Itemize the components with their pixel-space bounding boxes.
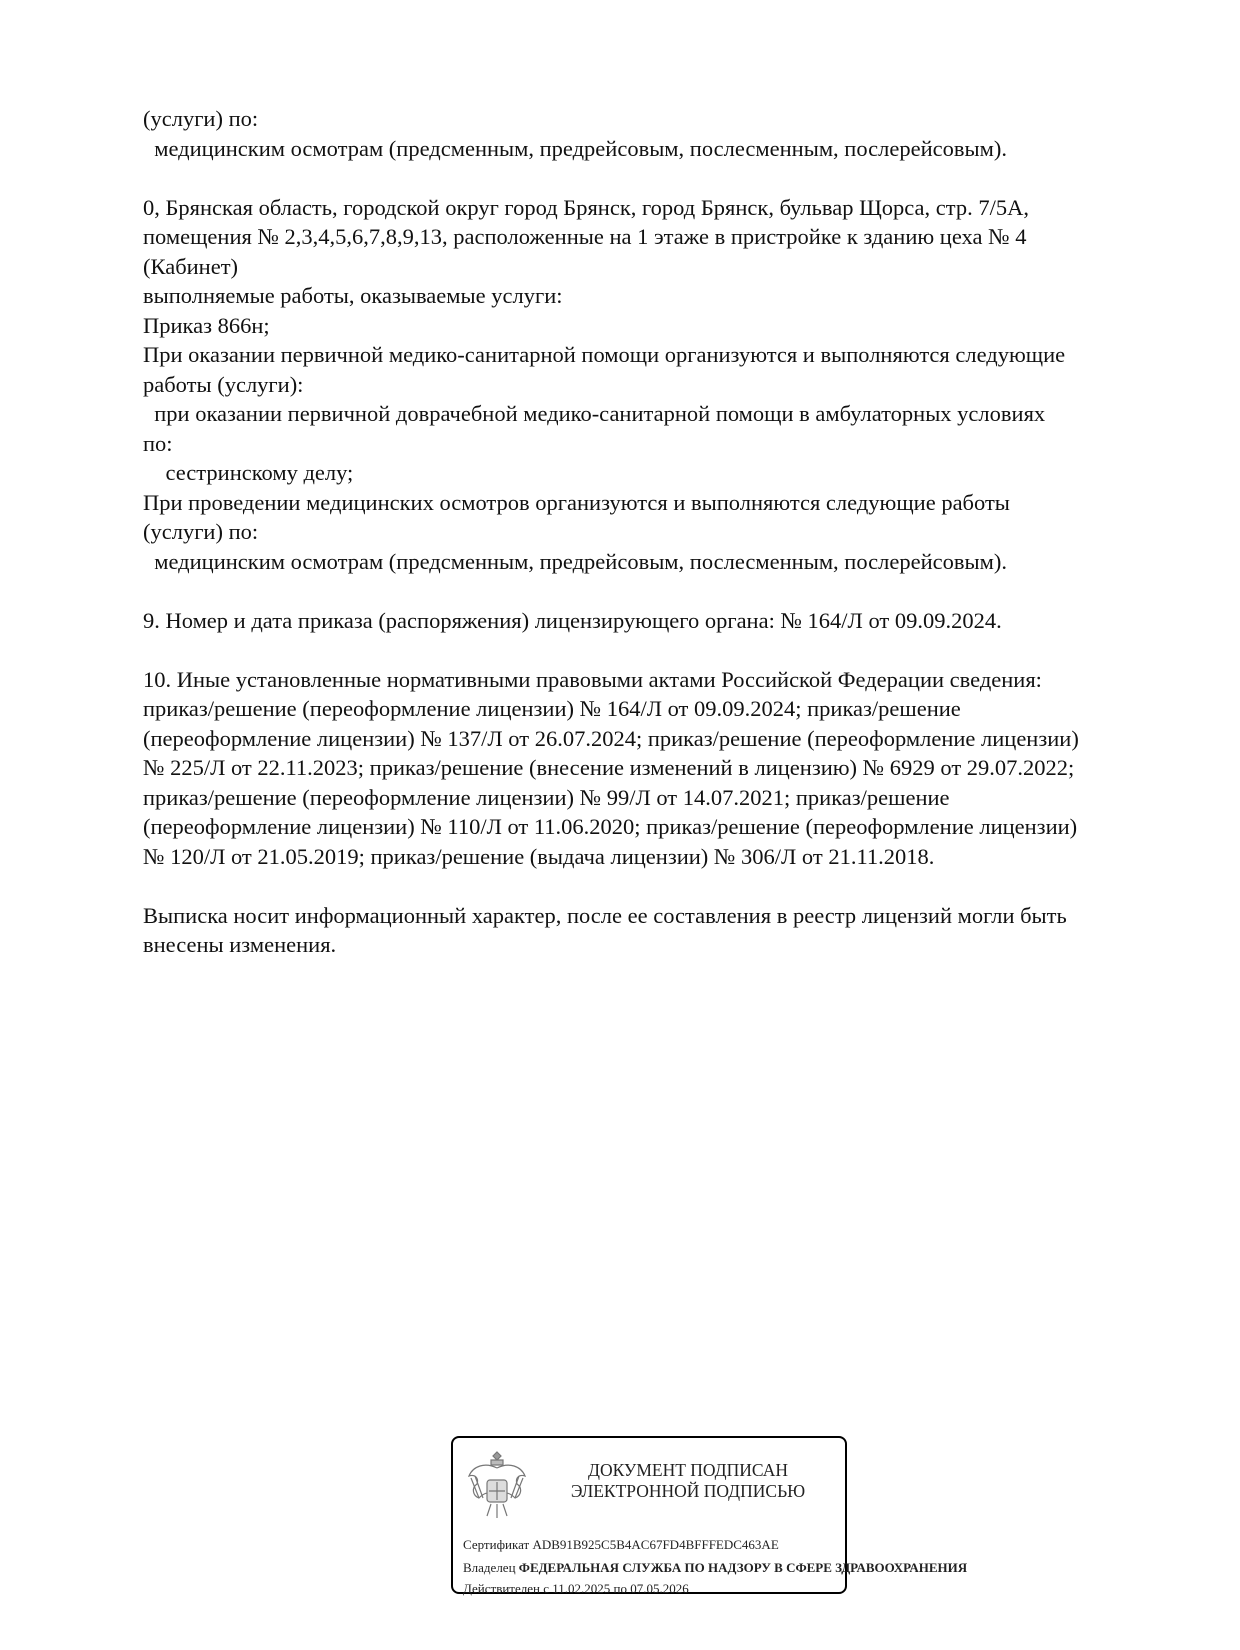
owner-value: ФЕДЕРАЛЬНАЯ СЛУЖБА ПО НАДЗОРУ В СФЕРЕ ЗДРАВООХРАНЕНИЯ (518, 1560, 968, 1575)
certificate-row (463, 1537, 779, 1553)
blank-line (143, 576, 1163, 606)
text-line: медицинским осмотрам (предсменным, предрейсовым, послесменным, послерейсовым). (143, 135, 1007, 161)
blank-line (143, 871, 1163, 901)
text-line: 9. Номер и дата приказа (распоряжения) лицензирующего органа: № 164/Л от 09.09.2024. (143, 607, 1002, 633)
blank-line (143, 163, 1163, 193)
text-line: (услуги) по: (143, 106, 259, 131)
validity-value: с 11.02.2025 по 07.05.2026 (543, 1581, 689, 1596)
electronic-signature-stamp (451, 1436, 968, 1596)
text-line: по: (143, 430, 173, 456)
text-line: приказ/решение (переоформление лицензии) № 164/Л от 09.09.2024; приказ/решение (143, 696, 961, 721)
text-line: (услуги) по: (143, 519, 259, 544)
document-body (143, 104, 1163, 960)
text-line: приказ/решение (переоформление лицензии) № 99/Л от 14.07.2021; приказ/решение (143, 784, 950, 810)
text-line: выполняемые работы, оказываемые услуги: (143, 283, 563, 308)
text-line: 0, Брянская область, городской округ город Брянск, город Брянск, бульвар Щорса, стр. 7/5А, (143, 194, 1030, 220)
text-line: (Кабинет) (143, 253, 239, 279)
signature-title-line: ЭЛЕКТРОННОЙ ПОДПИСЬЮ (570, 1481, 806, 1501)
text-line: Выписка носит информационный характер, после ее составления в реестр лицензий могли быть (143, 902, 1067, 928)
text-line: (переоформление лицензии) № 110/Л от 11.06.2020; приказ/решение (переоформление лицензии) (143, 814, 1078, 839)
text-line: № 120/Л от 21.05.2019; приказ/решение (выдача лицензии) № 306/Л от 21.11.2018. (143, 843, 935, 869)
signature-title-line: ДОКУМЕНТ ПОДПИСАН (588, 1460, 788, 1480)
text-line: 10. Иные установленные нормативными правовыми актами Российской Федерации сведения: (143, 666, 1042, 692)
signature-title (543, 1460, 833, 1502)
certificate-label: Сертификат (463, 1537, 530, 1552)
blank-line (143, 635, 1163, 665)
text-line: медицинским осмотрам (предсменным, предрейсовым, послесменным, послерейсовым). (143, 548, 1007, 574)
text-line: № 225/Л от 22.11.2023; приказ/решение (внесение изменений в лицензию) № 6929 от 29.07.2022; (143, 755, 1075, 780)
owner-label: Владелец (463, 1560, 516, 1575)
text-line: работы (услуги): (143, 371, 304, 397)
owner-row (463, 1560, 967, 1576)
text-line: При проведении медицинских осмотров организуются и выполняются следующие работы (143, 489, 1010, 515)
validity-label: Действителен (463, 1581, 540, 1596)
text-line: помещения № 2,3,4,5,6,7,8,9,13, расположенные на 1 этаже в пристройке к зданию цеха № 4 (143, 224, 1027, 249)
text-line: Приказ 866н; (143, 312, 270, 338)
text-line: внесены изменения. (143, 932, 337, 957)
certificate-value: ADB91B925C5B4AC67FD4BFFFEDC463AE (532, 1537, 779, 1552)
validity-row (463, 1581, 689, 1597)
text-line: (переоформление лицензии) № 137/Л от 26.07.2024; приказ/решение (переоформление лицензии) (143, 725, 1079, 751)
text-line: При оказании первичной медико-санитарной помощи организуются и выполняются следующие (143, 342, 1066, 367)
text-line: при оказании первичной доврачебной медико-санитарной помощи в амбулаторных условиях (143, 401, 1046, 426)
coat-of-arms-icon (465, 1448, 529, 1522)
text-line: сестринскому делу; (143, 460, 354, 485)
